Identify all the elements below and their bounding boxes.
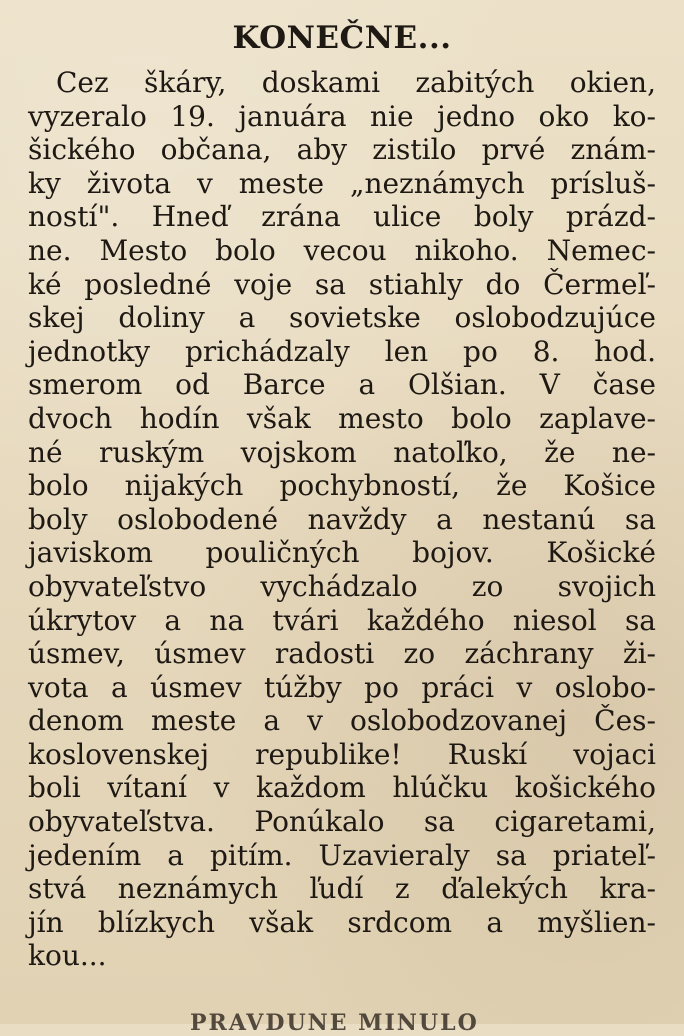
article-line-26: jín blízkych však srdcom a myšlien- [28, 905, 656, 939]
article-line-11: dvoch hodín však mesto bolo zaplave- [28, 401, 656, 435]
article-line-10: smerom od Barce a Olšian. V čase [28, 368, 656, 402]
article-line-12: né ruským vojskom natoľko, že ne- [28, 435, 656, 469]
article-line-8: skej doliny a sovietske oslobodzujúce [28, 301, 656, 335]
cropped-next-heading-text: PRAVDUNE MINULO [190, 1010, 479, 1036]
article-body [28, 66, 656, 973]
article-line-19: vota a úsmev túžby po práci v oslobo- [28, 670, 656, 704]
article-title: KONEČNE... [232, 20, 452, 56]
article-line-25: stvá neznámych ľudí z ďalekých kra- [28, 872, 656, 906]
article-line-20: denom meste a v oslobodzovanej Čes- [28, 704, 656, 738]
article-line-6: ne. Mesto bolo vecou nikoho. Nemec- [28, 233, 656, 267]
article-line-4: ky života v meste „neznámych prísluš- [28, 166, 656, 200]
article-line-1: Cez škáry, doskami zabitých okien, [56, 66, 656, 99]
article-line-17: úkrytov a na tvári každého niesol sa [28, 603, 656, 637]
article-line-13: bolo nijakých pochybností, že Košice [28, 469, 656, 503]
article-line-18: úsmev, úsmev radosti zo záchrany ži- [28, 637, 656, 671]
article-line-27: kou... [28, 939, 107, 973]
article-line-14: boly oslobodené navždy a nestanú sa [28, 502, 656, 536]
article-line-23: obyvateľstva. Ponúkalo sa cigaretami, [28, 805, 656, 839]
article-line-22: boli vítaní v každom hlúčku košického [28, 771, 656, 805]
article-line-21: koslovenskej republike! Ruskí vojaci [28, 737, 656, 771]
article-line-5: ností". Hneď zrána ulice boly prázd- [28, 200, 656, 234]
newspaper-article [28, 18, 656, 1028]
article-line-15: javiskom pouličných bojov. Košické [28, 536, 656, 570]
article-line-24: jedením a pitím. Uzavieraly sa priateľ- [28, 838, 656, 872]
article-line-7: ké posledné voje sa stiahly do Čermeľ- [28, 267, 656, 301]
article-line-9: jednotky prichádzaly len po 8. hod. [28, 334, 656, 368]
article-line-16: obyvateľstvo vychádzalo zo svojich [28, 569, 656, 603]
article-line-3: šického občana, aby zistilo prvé znám- [28, 133, 656, 167]
article-line-2: vyzeralo 19. januára nie jedno oko ko- [28, 99, 656, 133]
cropped-next-heading [190, 1005, 495, 1036]
